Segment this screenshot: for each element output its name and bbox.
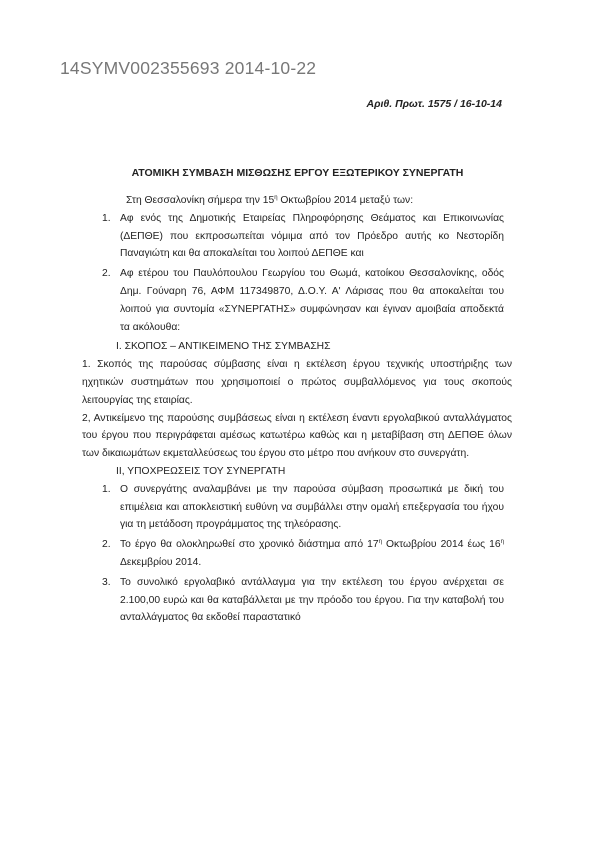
list-item (90, 265, 504, 336)
paragraph: 2, Αντικείμενο της παρούσης συμβάσεως είναι η εκτέλεση έναντι εργολαβικού ανταλλάγματος του έργου που περιγράφεται αμέσως κατωτέρω καθώς και η μεταβίβαση στη ΔΕΠΘΕ όλων των δικαιωμάτων εκμεταλλεύσεως του έργου στο μέτρο που ανήκουν στο συνεργάτη. (82, 412, 512, 460)
list-item (90, 481, 504, 534)
list-item: 2. Το έργο θα ολοκληρωθεί στο χρονικό διάστημα από $17^\eta$ Οκτωβρίου 2014 έως $16^\eta$ Δεκεμβρίου 2014. (90, 536, 504, 572)
intro-paragraph: Στη Θεσσαλονίκη σήμερα την $15^\eta$ Οκτωβρίου 2014 μεταξύ των: (126, 195, 414, 206)
list-item (90, 210, 504, 263)
section-heading: Ι. ΣΚΟΠΟΣ – ΑΝΤΙΚΕΙΜΕΝΟ ΤΗΣ ΣΥΜΒΑΣΗΣ (116, 341, 331, 353)
list-text: Ο συνεργάτης αναλαμβάνει με την παρούσα σύμβαση προσωπικά με δική του επιμέλεια και αποκλειστική ευθύνη να συμβάλλει στην ομαλή επεξεργασία του ήχου για τη μετάδοση προγράμματος της τηλεόρασης. (120, 483, 504, 531)
document-id-stamp: 14SYMV002355693 2014-10-22 (60, 58, 317, 78)
paragraph: 1. Σκοπός της παρούσας σύμβασης είναι η εκτέλεση έργου τεχνικής υποστήριξης των ηχητικών συστημάτων που χρησιμοποιεί ο πρώτος συμβαλλόμενος για τους σκοπούς λειτουργίας της εταιρίας. (82, 359, 512, 406)
list-number: 2. (102, 539, 111, 551)
list-number: 3. (102, 576, 111, 588)
document-title: ΑΤΟΜΙΚΗ ΣΥΜΒΑΣΗ ΜΙΣΘΩΣΗΣ ΕΡΓΟΥ ΕΞΩΤΕΡΙΚΟΥ ΣΥΝΕΡΓΑΤΗ (131, 167, 464, 179)
list-item (90, 574, 504, 627)
protocol-number: Αριθ. Πρωτ. 1575 / 16-10-14 (366, 98, 502, 110)
document-body (82, 192, 512, 629)
obligations-list (90, 481, 504, 627)
list-number: 1. (102, 212, 111, 224)
list-text: Το συνολικό εργολαβικό αντάλλαγμα για την εκτέλεση του έργου ανέρχεται σε 2.100,00 ευρώ και θα καταβάλλεται με την πρόοδο του έργου. Για την καταβολή του ανταλλάγματος θα εκδοθεί παραστατικό (120, 576, 504, 624)
list-number: 1. (102, 483, 111, 495)
list-number: 2. (102, 268, 111, 280)
list-text: Αφ ενός της Δημοτικής Εταιρείας Πληροφόρησης Θεάματος και Επικοινωνίας (ΔΕΠΘΕ) που εκπροσωπείται νόμιμα από τον Πρόεδρο αυτής κο Νεστορίδη Παναγιώτη και θα αποκαλείται του λοιπού ΔΕΠΘΕ και (120, 212, 504, 260)
parties-list (90, 210, 504, 337)
list-text: Αφ ετέρου του Παυλόπουλου Γεωργίου του Θωμά, κατοίκου Θεσσαλονίκης, οδός Δημ. Γούναρη 76, ΑΦΜ 117349870, Δ.Ο.Υ. Α' Λάρισας που θα αποκαλείται του λοιπού για συντομία «ΣΥΝΕΡΓΑΤΗΣ» συμφώνησαν και έγιναν αμοιβαία αποδεκτά τα ακόλουθα: (120, 268, 504, 333)
section-heading: ΙΙ, ΥΠΟΧΡΕΩΣΕΙΣ ΤΟΥ ΣΥΝΕΡΓΑΤΗ (116, 465, 286, 477)
